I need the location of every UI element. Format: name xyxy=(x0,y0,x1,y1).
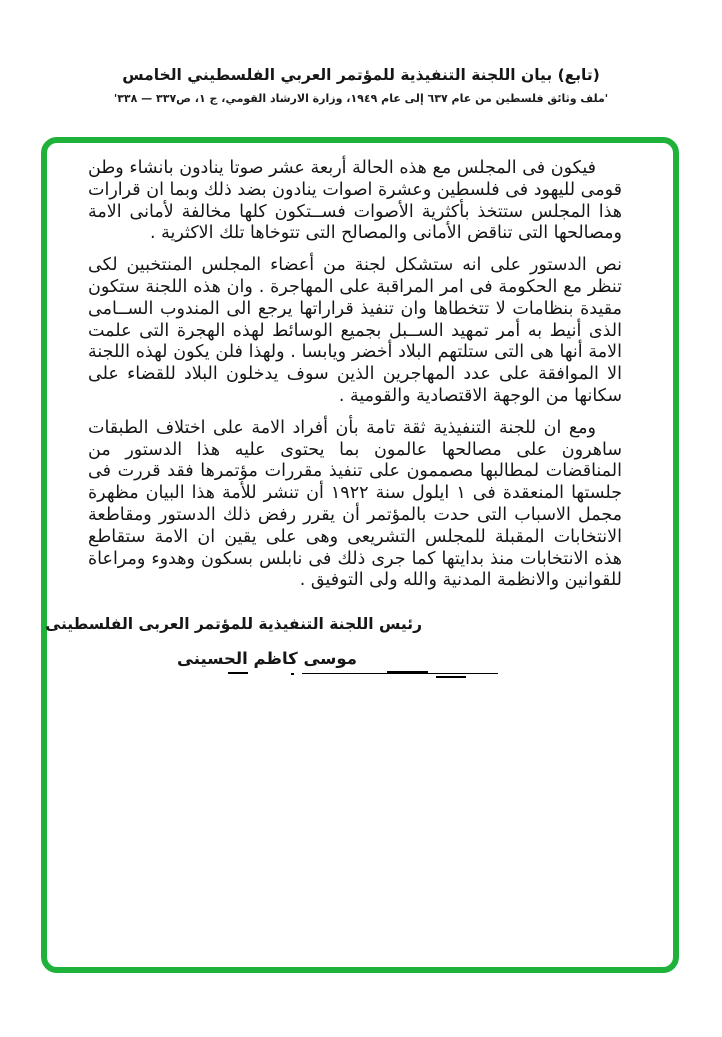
signature-underline-segment xyxy=(387,671,428,674)
signature-block xyxy=(45,614,422,670)
signature-underline-segment xyxy=(436,676,466,678)
paragraph-2: نص الدستور على انه ستشكل لجنة من أعضاء المجلس المنتخبين لكى تنظر مع الحكومة فى امر المراقبة على المهاجرة . وان هذه اللجنة ستكون مقيدة بنظامات لا تتخطاها وان تنفيذ قراراتها يرجع الى المندوب الســامى الذى أنيط به أمر تمهيد الســبل بجميع الوسائط لهذه الهجرة التى علمت الامة أنها هى التى ستلتهم البلاد أخضر ويابسا . ولهذا فلن يكون لهذه اللجنة الا الموافقة على عدد المهاجرين الذين سوف يدخلون البلاد للقضاء على سكانها من الوجهة الاقتصادية والقومية . xyxy=(88,255,622,406)
paragraph-3: ومع ان للجنة التنفيذية ثقة تامة بأن أفراد الامة على اختلاف الطبقات ساهرون على مصالحها عالمون بما يحتوى عليه هذا الدستور من المناقضات لمطالبها مصممون على تنفيذ مقررات مؤتمرها فقد قررت فى جلستها المنعقدة فى ١ ايلول سنة ١٩٢٢ أن تنشر للأمة هذا البيان مظهرة مجمل الاسباب التى حدت بالمؤتمر أن يقرر رفض ذلك الدستور ومقاطعة الانتخابات المقبلة للمجلس التشريعى وهى على يقين ان الامة ستقاطع هذه الانتخابات منذ بدايتها كما جرى ذلك فى نابلس بسكون وهدوء ومراعاة للقوانين والانظمة المدنية والله ولى التوفيق . xyxy=(88,417,623,591)
document-body xyxy=(45,158,623,670)
signature-role: رئيس اللجنة التنفيذية للمؤتمر العربى الفلسطينى xyxy=(45,615,422,634)
document-title: (تابع) بيان اللجنة التنفيذية للمؤتمر العربي الفلسطيني الخامس xyxy=(122,66,600,84)
document-header xyxy=(0,66,722,105)
signature-name: موسى كاظم الحسينى xyxy=(177,648,357,668)
signature-underline-dot xyxy=(291,673,294,675)
paragraph-1: فيكون فى المجلس مع هذه الحالة أربعة عشر صوتا ينادون بانشاء وطن قومى لليهود فى فلسطين وعشرة اصوات ينادون بضد ذلك وبما ان قرارات هذا المجلس ستتخذ بأكثرية الأصوات فســتكون كلها مخالفة لأمانى الامة ومصالحها التى تناقض الأمانى والمصالح التى تتوخاها تلك الاكثرية . xyxy=(88,158,622,244)
signature-underline-segment xyxy=(228,672,248,674)
document-source-citation: 'ملف وثائق فلسطين من عام ٦٣٧ إلى عام ١٩٤٩، وزارة الارشاد القومي، ج ١، ص٣٣٧ — ٣٣٨' xyxy=(113,92,609,105)
